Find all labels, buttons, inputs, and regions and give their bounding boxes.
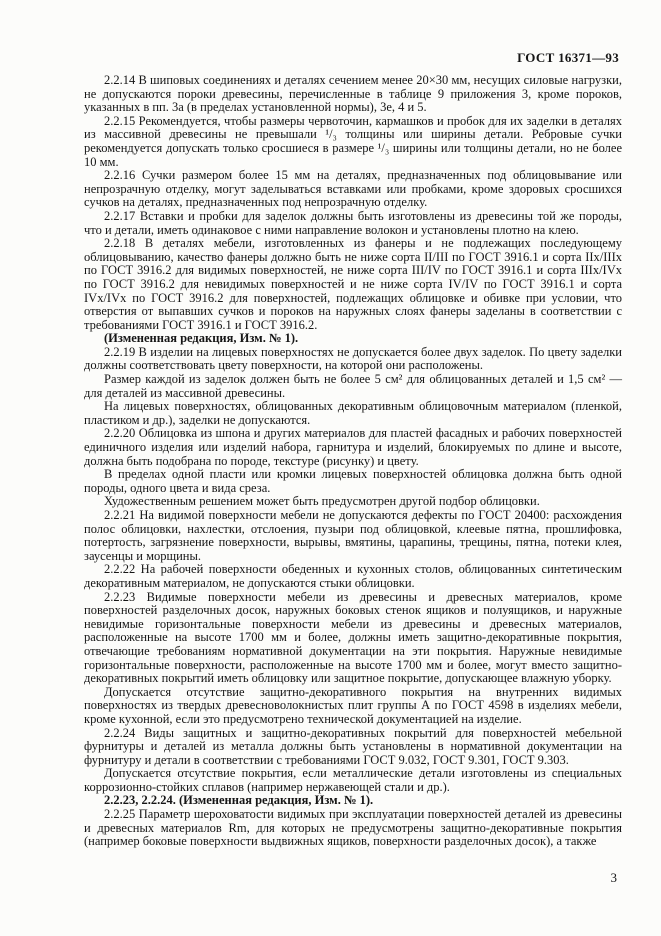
paragraph-2-2-14: 2.2.14 В шиповых соединениях и деталях сечением менее 20×30 мм, несущих силовые нагрузки, не допускаются пороки древесины, перечисленные в таблице 9 приложения 3, кроме пороков, указанных в пп. 3а (в пределах установленной нормы), 3е, 4 и 5. <box>84 73 622 115</box>
page-number: 3 <box>610 870 617 885</box>
paragraph-2-2-19-size: Размер каждой из заделок должен быть не более 5 см² для облицованных деталей и 1,5 см² — для деталей из массивной древесины. <box>84 372 622 400</box>
paragraph-2-2-24: 2.2.24 Виды защитных и защитно-декоративных покрытий для поверхностей мебельной фурнитуры и деталей из металла должны быть установлены в нормативной документации на фурнитуру и детали в соответствии с требованиями ГОСТ 9.032, ГОСТ 9.301, ГОСТ 9.303. <box>84 725 622 767</box>
paragraph-2-2-19: 2.2.19 В изделии на лицевых поверхностях не допускается более двух заделок. По цвету заделки должны соответствовать цвету поверхности, на которой они расположены. <box>84 344 622 373</box>
paragraph-2-2-23: 2.2.23 Видимые поверхности мебели из древесины и древесных материалов, кроме поверхностей разделочных досок, наружных боковых стенок ящиков и полуящиков, и наружные невидимые горизонтальные поверхности мебели из древесины и древесных материалов, расположенные на высоте 1700 мм и более, должны иметь защитно-декоративные покрытия, отвечающие требованиям нормативной документации на эти покрытия. Наружные невидимые горизонтальные поверхности, расположенные на высоте 1700 мм и более, могут вместо защитно-декоративных покрытий иметь облицовку или защитное покрытие, допускающее влажную уборку. <box>84 589 622 686</box>
paragraph-2-2-15: 2.2.15 Рекомендуется, чтобы размеры червоточин, кармашков и пробок для их заделки в деталях из массивной древесины не превышали ¹/₃ толщины или ширины детали. Ребровые сучки рекомендуется допускать только сросшиеся в размере ¹/₃ ширины или толщины детали, но не более 10 мм. <box>84 113 622 169</box>
paragraph-2-2-21: 2.2.21 На видимой поверхности мебели не допускаются дефекты по ГОСТ 20400: расхождения полос облицовки, нахлестки, отслоения, пузыри под облицовкой, клеевые пятна, прошлифовка, потертость, загрязнение поверхности, вырывы, вмятины, царапины, трещины, пятна, потеки клея, заусенцы и морщины. <box>84 508 622 563</box>
paragraph-2-2-18: 2.2.18 В деталях мебели, изготовленных из фанеры и не подлежащих последующему облицовыванию, качество фанеры должно быть не ниже сорта II/III по ГОСТ 3916.1 и сорта IIх/IIIх по ГОСТ 3916.2 для видимых поверхностей, не ниже сорта III/IV по ГОСТ 3916.1 и сорта IIIх/IVх по ГОСТ 3916.2 для невидимых поверхностей и не ниже сорта IV/IV по ГОСТ 3916.1 и сорта IVх/IVх по ГОСТ 3916.2 для поверхностей, подлежащих облицовке и обивке при условии, что отверстия от выпавших сучков и пороков на наружных слоях фанеры заделаны в соответствии с требованиями ГОСТ 3916.1 и ГОСТ 3916.2. <box>84 236 622 332</box>
paragraph-2-2-19-surfaces: На лицевых поверхностях, облицованных декоративным облицовочным материалом (пленкой, пластиком и др.), заделки не допускаются. <box>84 399 622 427</box>
paragraph-2-2-20-plast: В пределах одной пласти или кромки лицевых поверхностей облицовка должна быть одной породы, одного цвета и вида среза. <box>84 467 622 495</box>
amendment-note-1: (Измененная редакция, Изм. № 1). <box>104 331 299 346</box>
paragraph-2-2-23-allow: Допускается отсутствие защитно-декоративного покрытия на внутренних видимых поверхностях из твердых древесноволокнистых плит группы А по ГОСТ 4598 в изделиях мебели, кроме кухонной, если это предусмотрено технической документацией на изделие. <box>84 684 622 726</box>
document-code: ГОСТ 16371—93 <box>517 50 619 65</box>
paragraph-2-2-20-art: Художественным решением может быть предусмотрен другой подбор облицовки. <box>104 494 540 509</box>
paragraph-2-2-22: 2.2.22 На рабочей поверхности обеденных и кухонных столов, облицованных синтетическим декоративным материалом, не допускаются стыки облицовки. <box>84 562 622 590</box>
paragraph-2-2-17: 2.2.17 Вставки и пробки для заделок должны быть изготовлены из древесины той же породы, что и детали, иметь одинаковое с ними направление волокон и установлены плотно на клею. <box>84 208 622 237</box>
document-body <box>84 74 622 849</box>
amendment-note-2: 2.2.23, 2.2.24. (Измененная редакция, Изм. № 1). <box>104 793 374 808</box>
paragraph-2-2-25: 2.2.25 Параметр шероховатости видимых при эксплуатации поверхностей деталей из древесины и древесных материалов Rm, для которых не предусмотрены защитно-декоративные покрытия (например боковые поверхности выдвижных ящиков, поверхности разделочных досок), а также <box>84 807 622 849</box>
paragraph-2-2-16: 2.2.16 Сучки размером более 15 мм на деталях, предназначенных под облицовывание или непрозрачную отделку, могут заделываться вставками или пробками, кроме здоровых сросшихся сучков на деталях, предназначенных под непрозрачную отделку. <box>84 168 622 210</box>
paragraph-2-2-20: 2.2.20 Облицовка из шпона и других материалов для пластей фасадных и рабочих поверхностей единичного изделия или изделий набора, гарнитура и изделий, блокируемых по длине и высоте, должна быть подобрана по породе, текстуре (рисунку) и цвету. <box>84 426 622 468</box>
paragraph-2-2-24-allow: Допускается отсутствие покрытия, если металлические детали изготовлены из специальных коррозионно-стойких сплавов (например нержавеющей стали и др.). <box>84 766 622 794</box>
